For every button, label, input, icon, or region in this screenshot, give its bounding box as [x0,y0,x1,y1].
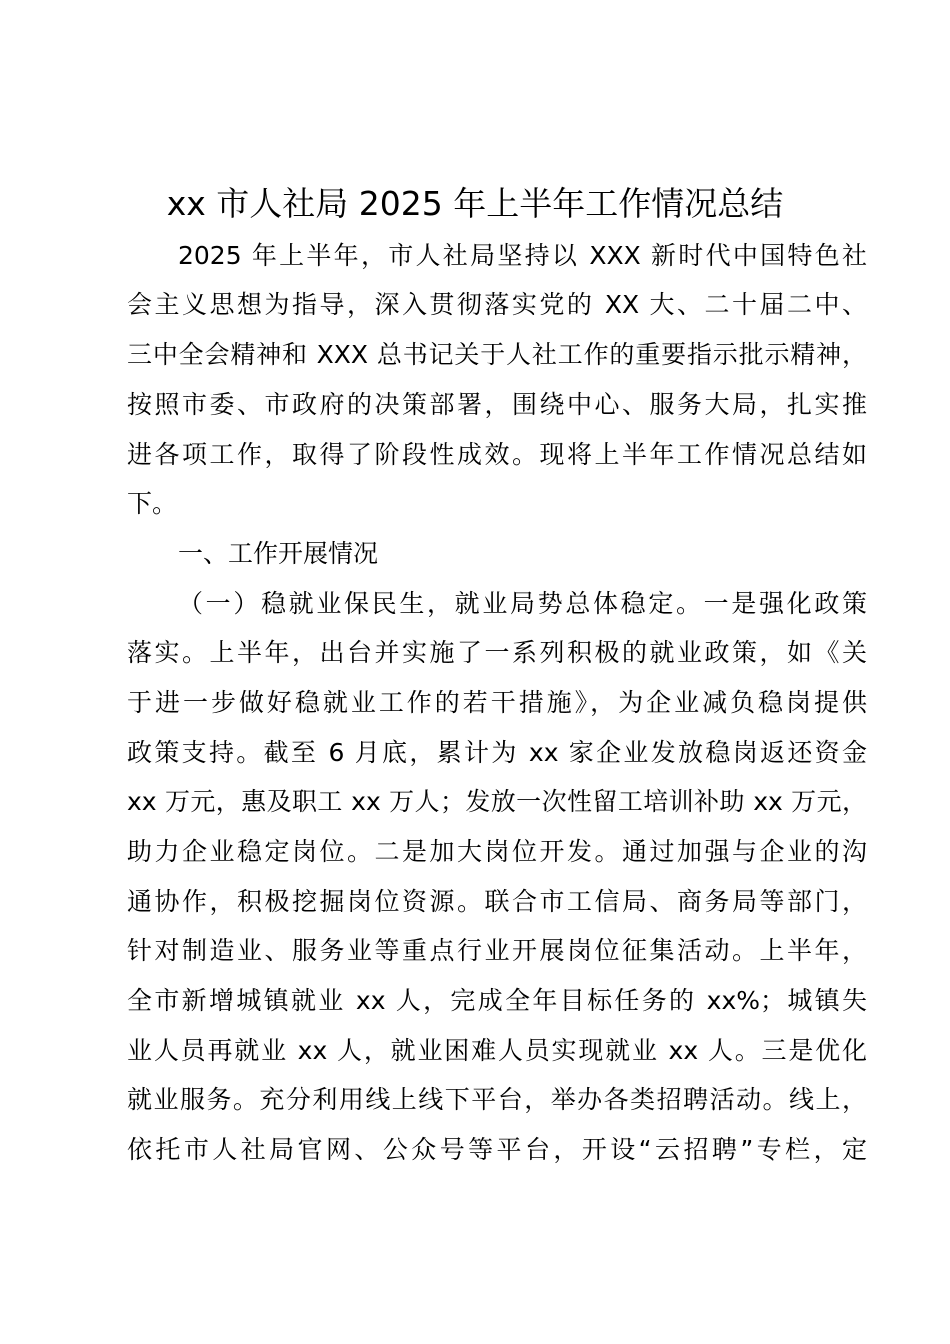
paragraph-line: 按照市委、市政府的决策部署，围绕中心、服务大局，扎实推 [127,390,867,419]
paragraph-line: 政策支持。截至 6 月底，累计为 xx 家企业发放稳岗返还资金 [127,738,867,767]
paragraph-line: （一）稳就业保民生，就业局势总体稳定。一是强化政策 [178,589,867,618]
paragraph-line: 业人员再就业 xx 人，就业困难人员实现就业 xx 人。三是优化 [127,1036,867,1065]
paragraph-line: 全市新增城镇就业 xx 人，完成全年目标任务的 xx%；城镇失 [127,986,867,1015]
paragraph-line: xx 万元，惠及职工 xx 万人；发放一次性留工培训补助 xx 万元， [127,787,867,816]
paragraph-line: 依托市人社局官网、公众号等平台，开设“云招聘”专栏，定 [127,1135,867,1164]
paragraph-line: 三中全会精神和 XXX 总书记关于人社工作的重要指示批示精神， [127,340,867,369]
paragraph-line: 落实。上半年，出台并实施了一系列积极的就业政策，如《关 [127,638,867,667]
document-title: xx 市人社局 2025 年上半年工作情况总结 [166,184,784,223]
paragraph-line: 进各项工作，取得了阶段性成效。现将上半年工作情况总结如 [127,440,867,469]
paragraph-line: 就业服务。充分利用线上线下平台，举办各类招聘活动。线上， [127,1085,867,1114]
paragraph-line: 于进一步做好稳就业工作的若干措施》，为企业减负稳岗提供 [127,688,867,717]
paragraph-line: 2025 年上半年，市人社局坚持以 XXX 新时代中国特色社 [178,241,867,270]
paragraph-line: 助力企业稳定岗位。二是加大岗位开发。通过加强与企业的沟 [127,837,867,866]
paragraph-line: 针对制造业、服务业等重点行业开展岗位征集活动。上半年， [127,936,867,965]
paragraph-line: 下。 [127,489,178,518]
paragraph-line: 通协作，积极挖掘岗位资源。联合市工信局、商务局等部门， [127,887,867,916]
section-heading: 一、工作开展情况 [178,539,379,568]
paragraph-line: 会主义思想为指导，深入贯彻落实党的 XX 大、二十届二中、 [127,290,867,319]
